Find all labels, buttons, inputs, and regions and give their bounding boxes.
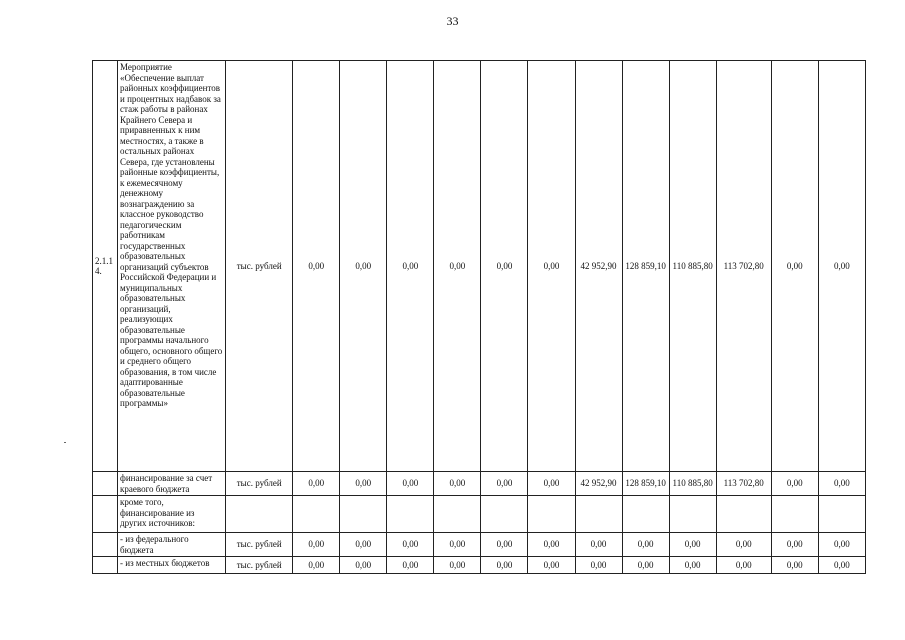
value-cell: 0,00 [818,61,865,472]
value-cell: 0,00 [575,557,622,574]
table-row [93,496,866,533]
value-cell: 0,00 [669,533,716,557]
value-cell: 0,00 [387,472,434,496]
row-name-cell: - из федерального бюджета [118,533,226,557]
table-row [93,533,866,557]
value-cell [481,496,528,533]
value-cell [575,496,622,533]
value-cell [771,496,818,533]
row-code-cell [93,472,118,496]
value-cell: 0,00 [340,533,387,557]
value-cell [293,496,340,533]
row-unit-cell [226,496,293,533]
value-cell: 0,00 [293,557,340,574]
value-cell [669,496,716,533]
margin-mark [64,442,66,443]
value-cell: 42 952,90 [575,472,622,496]
value-cell: 113 702,80 [716,472,771,496]
value-cell: 0,00 [481,557,528,574]
value-cell: 0,00 [716,533,771,557]
value-cell: 0,00 [669,557,716,574]
table-row [93,557,866,574]
row-unit-cell: тыс. рублей [226,557,293,574]
value-cell: 110 885,80 [669,61,716,472]
value-cell: 0,00 [622,533,669,557]
value-cell: 0,00 [528,557,575,574]
value-cell [818,496,865,533]
row-unit-cell: тыс. рублей [226,472,293,496]
value-cell: 0,00 [434,61,481,472]
table-row [93,472,866,496]
value-cell [528,496,575,533]
row-unit-cell: тыс. рублей [226,61,293,472]
value-cell: 0,00 [771,557,818,574]
value-cell [387,496,434,533]
value-cell: 0,00 [434,533,481,557]
value-cell: 0,00 [771,533,818,557]
value-cell: 0,00 [771,472,818,496]
value-cell: 0,00 [818,472,865,496]
row-name-cell: - из местных бюджетов [118,557,226,574]
value-cell: 110 885,80 [669,472,716,496]
value-cell: 0,00 [481,472,528,496]
value-cell: 128 859,10 [622,61,669,472]
row-unit-cell: тыс. рублей [226,533,293,557]
value-cell: 0,00 [575,533,622,557]
funding-table [92,60,866,574]
value-cell: 0,00 [340,472,387,496]
value-cell: 0,00 [528,533,575,557]
row-code-cell [93,533,118,557]
row-code-cell [93,557,118,574]
value-cell: 0,00 [340,557,387,574]
value-cell [340,496,387,533]
value-cell: 0,00 [387,533,434,557]
value-cell: 0,00 [340,61,387,472]
table-row [93,61,866,472]
page-number: 33 [446,14,459,28]
value-cell: 0,00 [528,61,575,472]
value-cell: 0,00 [387,61,434,472]
value-cell: 113 702,80 [716,61,771,472]
row-name-cell: финансирование за счет краевого бюджета [118,472,226,496]
value-cell [434,496,481,533]
value-cell: 0,00 [387,557,434,574]
value-cell: 0,00 [293,61,340,472]
value-cell: 128 859,10 [622,472,669,496]
value-cell: 0,00 [293,533,340,557]
row-code-cell [93,496,118,533]
value-cell: 0,00 [434,557,481,574]
value-cell: 42 952,90 [575,61,622,472]
value-cell: 0,00 [818,557,865,574]
value-cell: 0,00 [481,61,528,472]
row-name-cell: Мероприятие «Обеспечение выплат районных коэффициентов и процентных надбавок за стаж работы в районах Крайнего Севера и приравненных к ним местностях, а также в остальных районах Севера, где установлены районные коэффициенты, к ежемесячному денежному вознаграждению за классное руководство педагогическим работникам государственных образовательных организаций субъектов Российской Федерации и муниципальных образовательных организаций, реализующих образовательные программы начального общего, основного общего и среднего общего образования, в том числе адаптированные образовательные программы» [118,61,226,472]
value-cell: 0,00 [434,472,481,496]
value-cell: 0,00 [481,533,528,557]
value-cell: 0,00 [622,557,669,574]
value-cell: 0,00 [818,533,865,557]
value-cell: 0,00 [771,61,818,472]
value-cell: 0,00 [293,472,340,496]
value-cell: 0,00 [528,472,575,496]
row-name-cell: кроме того, финансирование из других источников: [118,496,226,533]
value-cell: 0,00 [716,557,771,574]
value-cell [622,496,669,533]
row-code-cell: 2.1.14. [93,61,118,472]
value-cell [716,496,771,533]
